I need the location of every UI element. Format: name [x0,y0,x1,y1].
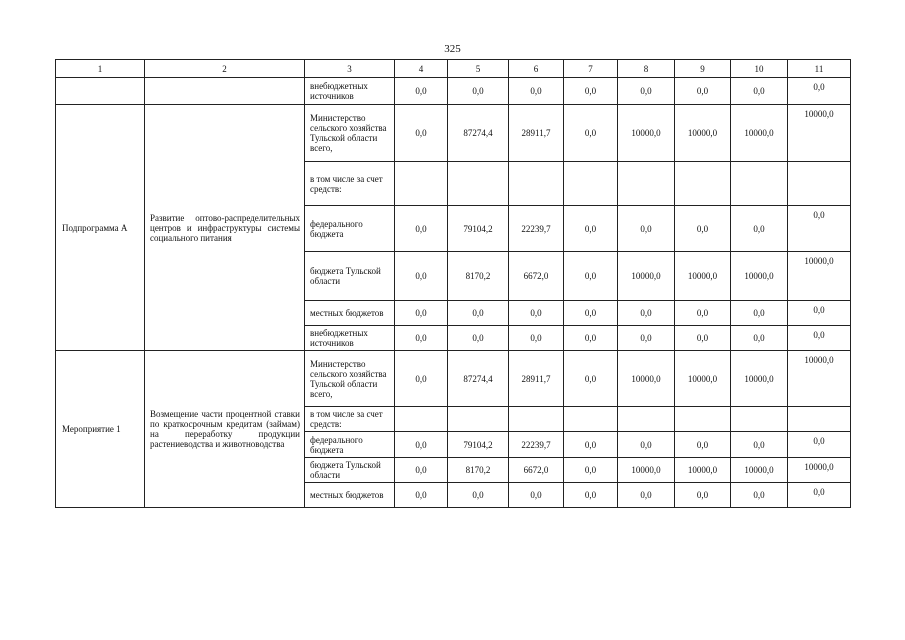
value-cell: 22239,7 [509,432,564,458]
funding-source-cell: в том числе за счет средств: [305,162,395,206]
column-header: 1 [56,60,145,78]
value-cell: 79104,2 [448,206,509,252]
value-cell: 10000,0 [731,458,788,483]
program-name-cell: Мероприятие 1 [56,351,145,508]
funding-source-cell: бюджета Тульской области [305,458,395,483]
value-cell: 0,0 [675,483,731,508]
value-cell: 10000,0 [618,351,675,407]
value-cell: 10000,0 [788,105,851,162]
funding-source-cell: внебюджетных источников [305,78,395,105]
value-cell: 0,0 [618,326,675,351]
value-cell: 0,0 [731,483,788,508]
funding-source-cell: местных бюджетов [305,301,395,326]
value-cell: 0,0 [395,206,448,252]
value-cell: 0,0 [618,78,675,105]
value-cell: 10000,0 [731,351,788,407]
column-header: 10 [731,60,788,78]
value-cell: 0,0 [618,483,675,508]
funding-source-cell: в том числе за счет средств: [305,407,395,432]
column-header: 9 [675,60,731,78]
value-cell: 10000,0 [788,252,851,301]
value-cell: 0,0 [509,483,564,508]
value-cell: 0,0 [731,206,788,252]
value-cell: 6672,0 [509,252,564,301]
value-cell: 0,0 [395,252,448,301]
value-cell: 0,0 [788,301,851,326]
value-cell: 0,0 [618,432,675,458]
value-cell: 0,0 [564,78,618,105]
table-row [56,78,851,105]
column-header: 2 [145,60,305,78]
column-header: 3 [305,60,395,78]
value-cell [731,162,788,206]
value-cell: 28911,7 [509,351,564,407]
program-description-cell: Возмещение части процентной ставки по краткосрочным кредитам (займам) на переработку продукции растениеводства и животноводства [145,351,305,508]
column-header: 5 [448,60,509,78]
value-cell: 0,0 [395,105,448,162]
value-cell: 0,0 [448,326,509,351]
column-header: 4 [395,60,448,78]
value-cell: 0,0 [788,326,851,351]
value-cell: 0,0 [564,252,618,301]
value-cell: 0,0 [618,206,675,252]
value-cell [675,407,731,432]
value-cell [564,162,618,206]
value-cell: 0,0 [395,458,448,483]
value-cell: 0,0 [395,326,448,351]
page-number: 325 [444,43,461,55]
value-cell: 0,0 [564,458,618,483]
value-cell: 0,0 [675,326,731,351]
value-cell [509,162,564,206]
funding-source-cell: федерального бюджета [305,206,395,252]
value-cell [395,162,448,206]
value-cell: 10000,0 [675,351,731,407]
value-cell: 0,0 [448,78,509,105]
program-name-cell [56,78,145,105]
program-description-cell: Развитие оптово-распределительных центров и инфраструктуры системы социального питания [145,105,305,351]
value-cell: 28911,7 [509,105,564,162]
value-cell: 10000,0 [618,252,675,301]
column-header: 7 [564,60,618,78]
value-cell [788,162,851,206]
value-cell [618,162,675,206]
value-cell: 0,0 [395,301,448,326]
table-header-row [56,60,851,78]
value-cell: 0,0 [395,483,448,508]
value-cell: 0,0 [509,301,564,326]
value-cell: 0,0 [675,78,731,105]
value-cell: 0,0 [675,206,731,252]
value-cell: 0,0 [564,326,618,351]
value-cell: 10000,0 [618,105,675,162]
value-cell: 0,0 [731,432,788,458]
column-header: 11 [788,60,851,78]
column-header: 8 [618,60,675,78]
value-cell: 0,0 [448,483,509,508]
value-cell: 0,0 [564,483,618,508]
table-row [56,351,851,407]
value-cell: 10000,0 [731,252,788,301]
value-cell [448,162,509,206]
value-cell: 79104,2 [448,432,509,458]
value-cell: 0,0 [448,301,509,326]
value-cell: 0,0 [564,206,618,252]
value-cell: 10000,0 [675,105,731,162]
funding-source-cell: Министерство сельского хозяйства Тульской области всего, [305,351,395,407]
value-cell: 0,0 [618,301,675,326]
value-cell: 10000,0 [731,105,788,162]
value-cell [788,407,851,432]
value-cell [731,407,788,432]
value-cell: 10000,0 [788,458,851,483]
table-row [56,105,851,162]
value-cell: 10000,0 [675,252,731,301]
value-cell: 8170,2 [448,252,509,301]
funding-source-cell: внебюджетных источников [305,326,395,351]
value-cell: 0,0 [509,78,564,105]
value-cell: 0,0 [509,326,564,351]
value-cell: 0,0 [564,351,618,407]
value-cell: 0,0 [564,432,618,458]
value-cell: 0,0 [788,78,851,105]
value-cell [509,407,564,432]
value-cell: 10000,0 [675,458,731,483]
value-cell [675,162,731,206]
value-cell: 87274,4 [448,105,509,162]
value-cell: 0,0 [788,206,851,252]
value-cell: 0,0 [564,301,618,326]
value-cell: 0,0 [731,326,788,351]
value-cell: 0,0 [395,432,448,458]
value-cell: 0,0 [395,351,448,407]
value-cell: 10000,0 [788,351,851,407]
program-name-cell: Подпрограмма А [56,105,145,351]
column-header: 6 [509,60,564,78]
funding-source-cell: Министерство сельского хозяйства Тульской области всего, [305,105,395,162]
value-cell: 0,0 [731,301,788,326]
value-cell: 10000,0 [618,458,675,483]
value-cell: 87274,4 [448,351,509,407]
value-cell: 0,0 [731,78,788,105]
funding-source-cell: бюджета Тульской области [305,252,395,301]
value-cell: 0,0 [788,483,851,508]
value-cell: 8170,2 [448,458,509,483]
value-cell [564,407,618,432]
value-cell: 22239,7 [509,206,564,252]
value-cell [448,407,509,432]
funding-source-cell: федерального бюджета [305,432,395,458]
value-cell: 0,0 [564,105,618,162]
value-cell: 0,0 [675,432,731,458]
value-cell: 6672,0 [509,458,564,483]
value-cell: 0,0 [675,301,731,326]
value-cell: 0,0 [395,78,448,105]
funding-source-cell: местных бюджетов [305,483,395,508]
budget-table [55,59,851,508]
value-cell [618,407,675,432]
program-description-cell [145,78,305,105]
value-cell [395,407,448,432]
value-cell: 0,0 [788,432,851,458]
